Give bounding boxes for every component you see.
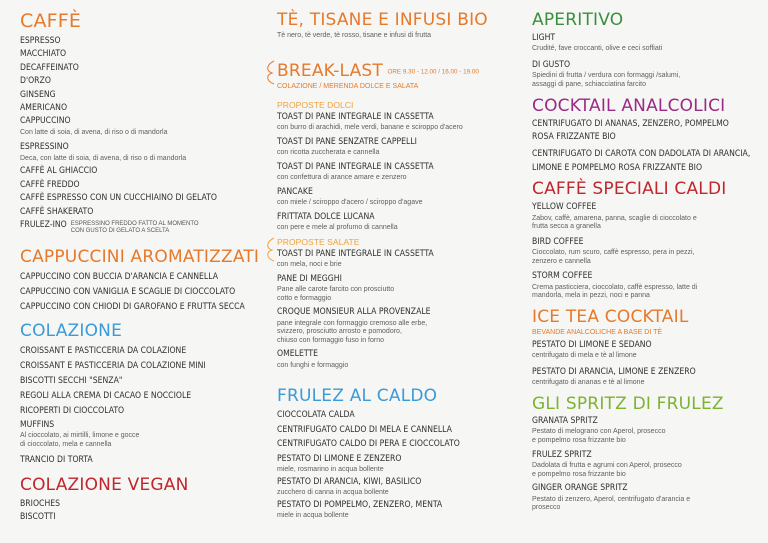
swirl-icon	[264, 59, 276, 85]
menu-item-desc: svizzero, prosciutto arrosto e pomodoro,	[277, 328, 402, 336]
menu-entry	[277, 211, 517, 233]
menu-item-name: TOAST DI PANE INTEGRALE IN CASSETTA	[277, 248, 434, 259]
cocktail-item-1a: CENTRIFUGATO DI ANANAS, ZENZERO, POMPELMO	[532, 118, 729, 129]
menu-entry	[277, 248, 517, 270]
menu-entry	[532, 339, 764, 361]
menu-item-desc: Pane alle carote farcito con prosciutto	[277, 286, 395, 293]
menu-item-name: PANE DI MEGGHI	[277, 273, 342, 284]
menu-item-desc: Cioccolato, rum scuro, caffè espresso, pera in pezzi,	[532, 249, 695, 257]
section-title-icetea: ICE TEA COCKTAIL	[532, 307, 689, 327]
section-title-cappuccini: CAPPUCCINI AROMATIZZATI	[20, 247, 260, 268]
frulezino-row	[20, 219, 260, 235]
cocktail-item-2b: LIMONE E POMPELMO ROSA FRIZZANTE BIO	[532, 162, 703, 173]
menu-item-name: PESTATO DI LIMONE E SEDANO	[532, 340, 652, 350]
te-desc: Tè nero, tè verde, tè rosso, tisane e infusi di frutta	[277, 32, 432, 39]
menu-item-desc: con mela, noci e brie	[277, 261, 342, 268]
menu-item-espressino: ESPRESSINO	[20, 142, 69, 153]
menu-item: CAFFÈ AL GHIACCIO	[20, 166, 98, 177]
menu-item: BISCOTTI SECCHI "SENZA"	[20, 376, 123, 387]
menu-entry	[277, 453, 517, 475]
menu-item-frulezino: FRULEZ-INO	[20, 220, 67, 231]
frulezino-note	[71, 221, 199, 235]
caffe-list	[20, 35, 260, 129]
menu-item: BISCOTTI	[20, 512, 56, 523]
menu-entry	[277, 273, 517, 304]
menu-item-name: CENTRIFUGATO CALDO DI MELA E CANNELLA	[277, 424, 452, 435]
menu-item-desc: con pere e mele al profumo di cannella	[277, 224, 398, 231]
menu-entry	[277, 424, 517, 437]
menu-item-name: GRANATA SPRITZ	[532, 416, 598, 426]
menu-item: CAPPUCCINO	[20, 116, 71, 127]
cocktail-item-1b: ROSA FRIZZANTE BIO	[532, 132, 616, 142]
menu-item-desc: con miele / sciroppo d'acero / sciroppo d'agave	[277, 199, 423, 206]
menu-item-desc: con ricotta zuccherata e cannella	[277, 149, 380, 156]
menu-item: CAPPUCCINO CON VANIGLIA E SCAGLIE DI CIOCCOLATO	[20, 287, 236, 298]
menu-item: D'ORZO	[20, 76, 51, 87]
digusto-desc-2: assaggi di pane, schiacciatina farcito	[532, 81, 647, 88]
menu-item: MACCHIATO	[20, 49, 67, 60]
menu-entry	[277, 111, 517, 133]
section-title-speciali: CAFFÈ SPECIALI CALDI	[532, 179, 727, 200]
icetea-subtitle: BEVANDE ANALCOLICHE A BASE DI TÈ	[532, 329, 663, 336]
section-title-caffe: CAFFÈ	[20, 10, 82, 32]
menu-item-desc: cotto e formaggio	[277, 294, 332, 302]
menu-entry	[277, 306, 517, 345]
section-title-aperitivo: APERITIVO	[532, 10, 624, 30]
menu-item-desc: centrifugato di mela e tè al limone	[532, 352, 637, 360]
menu-item-name: TOAST DI PANE SENZATRE CAPPELLI	[277, 136, 417, 147]
menu-item-desc: Pestato di zenzero, Aperol, centrifugato d'arancia e	[532, 495, 691, 503]
menu-entry	[532, 270, 764, 301]
menu-item-name: PANCAKE	[277, 186, 313, 197]
menu-item-name: CIOCCOLATA CALDA	[277, 410, 355, 421]
menu-item-desc: e pompelmo rosa frizzante bio	[532, 437, 626, 444]
menu-item: GINSENG	[20, 89, 56, 100]
cappuccini-list	[20, 270, 260, 315]
frulezino-note-1: ESPRESSINO FREDDO FATTO AL MOMENTO	[70, 221, 199, 228]
section-title-colazione: COLAZIONE	[20, 321, 123, 342]
menu-entry	[277, 136, 517, 158]
menu-item-name: FRULEZ SPRITZ	[532, 449, 592, 460]
muffins-desc-2: di cioccolato, mela e cannella	[20, 441, 112, 449]
menu-item-desc: prosecco	[532, 504, 561, 512]
muffins-desc-1: Al cioccolato, ai mirtilli, limone e gocce	[20, 432, 140, 440]
section-title-frulez-caldo: FRULEZ AL CALDO	[277, 386, 438, 407]
menu-entry	[532, 201, 764, 232]
swirl-icon	[264, 236, 276, 262]
menu-item: ESPRESSO	[20, 36, 61, 46]
menu-entry	[277, 438, 517, 451]
menu-item-name: FRITTATA DOLCE LUCANA	[277, 211, 375, 222]
menu-item-name: PESTATO DI POMPELMO, ZENZERO, MENTA	[277, 499, 443, 510]
spritz-list	[532, 415, 764, 513]
espressino-desc: Deca, con latte di soia, di avena, di riso o di mandorla	[20, 154, 187, 162]
menu-item-desc: mandorla, mela in pezzi, noci e panna	[532, 292, 650, 300]
menu-item: RICOPERTI DI CIOCCOLATO	[20, 406, 125, 417]
dolci-heading: PROPOSTE DOLCI	[277, 99, 354, 110]
menu-item-desc: chiuso con formaggio fuso in forno	[277, 336, 385, 344]
menu-item: CAFFÈ ESPRESSO CON UN CUCCHIAINO DI GELATO	[20, 193, 217, 204]
menu-item-digusto: DI GUSTO	[532, 60, 571, 70]
menu-item-name: STORM COFFEE	[532, 271, 593, 282]
frulez-caldo-list	[277, 409, 517, 520]
menu-item-name: CENTRIFUGATO CALDO DI PERA E CIOCCOLATO	[277, 439, 460, 450]
section-title-spritz: GLI SPRITZ DI FRULEZ	[532, 394, 724, 414]
menu-item-name: BIRD COFFEE	[532, 236, 584, 247]
colazione-list	[20, 344, 260, 419]
caffe-list-2	[20, 165, 260, 219]
menu-item-desc: con confettura di arance amare e zenzero	[277, 174, 407, 181]
menu-entry	[277, 348, 517, 370]
menu-item-name: YELLOW COFFEE	[532, 202, 597, 213]
menu-item-desc: Pestato di melograno con Aperol, prosecco	[532, 428, 666, 436]
menu-item-desc: centrifugato di ananas e tè al limone	[532, 379, 645, 387]
salate-list	[277, 248, 517, 371]
menu-column-left	[20, 10, 260, 525]
menu-item: CROISSANT E PASTICCERIA DA COLAZIONE MINI	[20, 361, 206, 372]
menu-item-name: TOAST DI PANE INTEGRALE IN CASSETTA	[277, 161, 434, 172]
menu-item: AMERICANO	[20, 103, 68, 114]
menu-item-desc: Crema pasticciera, cioccolato, caffè espresso, latte di	[532, 283, 698, 291]
menu-item-desc: zenzero e cannella	[532, 257, 591, 265]
menu-entry	[277, 409, 517, 422]
menu-entry	[277, 476, 517, 498]
menu-entry	[532, 236, 764, 267]
menu-item-light: LIGHT	[532, 33, 556, 43]
section-title-breaklast: BREAK-LAST	[277, 60, 384, 81]
menu-entry	[532, 449, 764, 480]
menu-entry	[277, 499, 517, 521]
icetea-list	[532, 339, 764, 388]
frulezino-note-2: CON GUSTO DI GELATO A SCELTA	[70, 228, 170, 235]
menu-column-right	[532, 10, 764, 513]
menu-item-trancio: TRANCIO DI TORTA	[20, 454, 93, 465]
salate-heading: PROPOSTE SALATE	[277, 236, 360, 247]
menu-item-name: OMELETTE	[277, 349, 319, 360]
digusto-desc-1: Spiedini di frutta / verdura con formaggi /salumi,	[532, 72, 681, 80]
menu-item: CROISSANT E PASTICCERIA DA COLAZIONE	[20, 346, 187, 357]
dolci-list	[277, 111, 517, 233]
menu-item: CAFFÈ SHAKERATO	[20, 206, 94, 217]
menu-item-desc: zucchero di canna in acqua bollente	[277, 489, 389, 496]
menu-item: CAFFÈ FREDDO	[20, 179, 80, 190]
breaklast-hours: ORE 9.30 - 12.00 / 16.00 - 19.00	[387, 67, 479, 75]
menu-item: DECAFFEINATO	[20, 62, 79, 73]
breaklast-header	[277, 61, 517, 81]
menu-item-name: PESTATO DI ARANCIA, KIWI, BASILICO	[277, 476, 422, 487]
menu-item-name: GINGER ORANGE SPRITZ	[532, 483, 628, 494]
menu-item: BRIOCHES	[20, 499, 61, 510]
menu-entry	[277, 161, 517, 183]
menu-column-center	[277, 10, 517, 521]
menu-item-desc: e pompelmo rosa frizzante bio	[532, 470, 626, 478]
menu-item-muffins: MUFFINS	[20, 420, 55, 431]
cappuccino-desc: Con latte di soia, di avena, di riso o di mandorla	[20, 128, 168, 136]
menu-item: REGOLI ALLA CREMA DI CACAO E NOCCIOLE	[20, 391, 192, 402]
cocktail-item-2a: CENTRIFUGATO DI CAROTA CON DADOLATA DI ARANCIA,	[532, 149, 751, 160]
menu-item-desc: pane integrale con formaggio cremoso alle erbe,	[277, 319, 428, 327]
speciali-list	[532, 201, 764, 301]
menu-item-desc: Dadolata di frutta e agrumi con Aperol, prosecco	[532, 462, 682, 469]
menu-item-name: CROQUE MONSIEUR ALLA PROVENZALE	[277, 307, 431, 318]
menu-item-name: PESTATO DI ARANCIA, LIMONE E ZENZERO	[532, 367, 696, 377]
section-title-cocktail: COCKTAIL ANALCOLICI	[532, 95, 726, 116]
menu-entry	[532, 482, 764, 513]
menu-item: CAPPUCCINO CON BUCCIA D'ARANCIA E CANNELLA	[20, 272, 219, 283]
section-title-vegan: COLAZIONE VEGAN	[20, 475, 189, 496]
menu-entry	[532, 366, 764, 388]
salate-header	[277, 236, 517, 248]
menu-item-name: TOAST DI PANE INTEGRALE IN CASSETTA	[277, 111, 434, 122]
vegan-list	[20, 498, 260, 525]
menu-item-desc: frutta secca a granella	[532, 223, 601, 231]
menu-item-desc: con funghi e formaggio	[277, 361, 349, 369]
menu-item: CAPPUCCINO CON CHIODI DI GAROFANO E FRUTTA SECCA	[20, 302, 245, 313]
menu-item-desc: Zabov, caffè, amarena, panna, scaglie di cioccolato e	[532, 214, 697, 222]
menu-entry	[277, 186, 517, 208]
section-title-te: TÈ, TISANE E INFUSI BIO	[277, 10, 488, 30]
menu-item-desc: miele in acqua bollente	[277, 512, 349, 519]
menu-entry	[532, 415, 764, 446]
menu-item-desc: miele, rosmarino in acqua bollente	[277, 466, 384, 473]
menu-item-desc: con burro di arachidi, mele verdi, banane e sciroppo d'acero	[277, 124, 463, 131]
breaklast-subtitle: COLAZIONE / MERENDA DOLCE E SALATA	[277, 82, 419, 90]
light-desc: Crudité, fave croccanti, olive e ceci soffiati	[532, 45, 663, 53]
menu-item-name: PESTATO DI LIMONE E ZENZERO	[277, 453, 402, 464]
